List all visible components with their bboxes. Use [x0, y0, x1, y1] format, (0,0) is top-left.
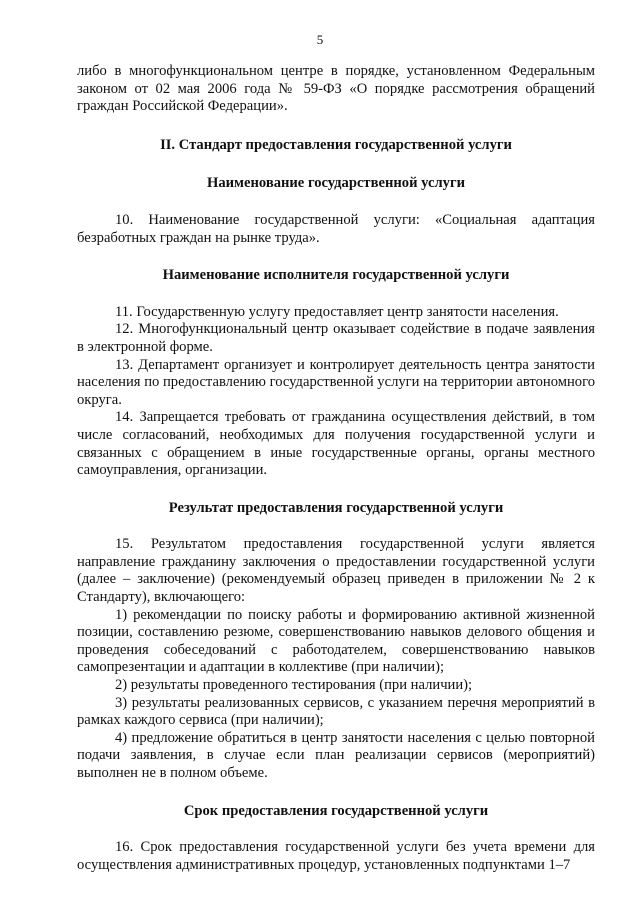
paragraph-16: 16. Срок предоставления государственной услуги без учета времени для осуществления административных процедур, установленных подпунктами 1–7 [77, 839, 595, 873]
paragraph-12: 12. Многофункциональный центр оказывает содействие в подаче заявления в электронной форме. [77, 321, 595, 355]
paragraph-10: 10. Наименование государственной услуги: «Социальная адаптация безработных граждан на рынке труда». [77, 211, 595, 246]
paragraph-11: 11. Государственную услугу предоставляет центр занятости населения. [115, 303, 559, 320]
service-name-heading: Наименование государственной услуги [207, 175, 465, 192]
term-heading: Срок предоставления государственной услуги [183, 802, 489, 819]
result-item-2: 2) результаты проведенного тестирования (при наличии); [115, 677, 473, 694]
result-heading: Результат предоставления государственной услуги [168, 499, 504, 516]
intro-paragraph: либо в многофункциональном центре в порядке, установленном Федеральным законом от 02 мая 2006 года № 59-ФЗ «О порядке рассмотрения обращений граждан Российской Федерации». [77, 63, 595, 115]
result-item-1: 1) рекомендации по поиску работы и формированию активной жизненной позиции, составлению резюме, совершенствованию навыков делового общения и проведения собеседований с работодателем, совершенствованию навыков самопрезентации и адаптации в коллективе (при наличии); [77, 606, 595, 676]
section-title: II. Стандарт предоставления государственной услуги [160, 136, 512, 153]
paragraph-14: 14. Запрещается требовать от гражданина осуществления действий, в том числе согласований, необходимых для получения государственной услуги и связанных с обращением в иные государственные органы, органы местного самоуправления, организации. [77, 409, 595, 479]
paragraph-15: 15. Результатом предоставления государственной услуги является направление гражданину заключения о предоставлении государственной услуги (далее – заключение) (рекомендуемый образец приведен в приложении № 2 к Стандарту), включающего: [77, 536, 595, 606]
page-number: 5 [316, 32, 324, 47]
result-item-3: 3) результаты реализованных сервисов, с указанием перечня мероприятий в рамках каждого сервиса (при наличии); [77, 694, 595, 729]
result-item-4: 4) предложение обратиться в центр занятости населения с целью повторной подачи заявления, в случае если план реализации сервисов (мероприятий) выполнен не в полном объеме. [77, 729, 595, 781]
document-body [77, 63, 595, 874]
executor-heading: Наименование исполнителя государственной услуги [162, 267, 510, 284]
paragraph-13: 13. Департамент организует и контролирует деятельность центра занятости населения по предоставлению государственной услуги на территории автономного округа. [77, 356, 595, 408]
